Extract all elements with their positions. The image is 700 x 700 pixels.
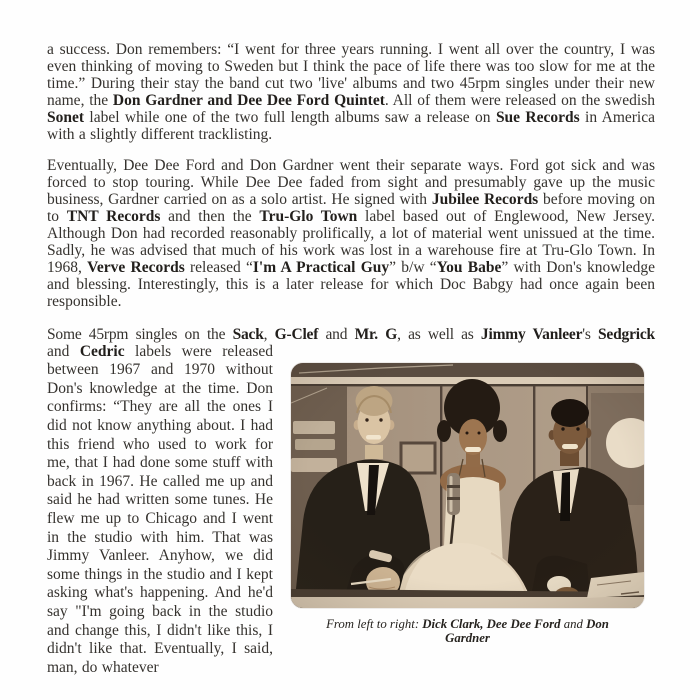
photo-caption: From left to right: Dick Clark, Dee Dee Ford and Don Gardner bbox=[326, 616, 609, 646]
text-content bbox=[47, 42, 655, 677]
paragraph-3-wrap-row bbox=[47, 343, 655, 678]
photo-figure bbox=[291, 363, 644, 646]
studio-photo bbox=[291, 363, 644, 608]
vignette-overlay bbox=[291, 363, 644, 608]
paragraph-2: Eventually, Dee Dee Ford and Don Gardner went their separate ways. Ford got sick and was forced to stop touring. While Dee Dee faded from sight and presumably gave up the music business, Gardner carried on as a solo artist. He signed with Jubilee Records before moving on to TNT Records and then the Tru-Glo Town label based out of Englewood, New Jersey. Although Don had recorded reasonably prolifically, a lot of material went unissued at the time. Sadly, he was advised that much of his work was lost in a warehouse fire at Tru-Glo Town. In 1968, Verve Records released “I'm A Practical Guy” b/w “You Babe” with Don's knowledge and blessing. Interestingly, this is a later release for which Doc Babgy had once again been responsible. bbox=[47, 157, 656, 310]
text-column: and Cedric labels were released between 1967 and 1970 without Don's knowledge at the time. Don confirms: “They are all the ones I did not know anything about. I had this friend who used to work for me, that I had done some stuff with back in 1967. He called me up and said he had written some tunes. He flew me up to Chicago and I went in the studio with him. That was Jimmy Vanleer. Anyhow, we did some things in the studio and I kept asking what's happening. And he'd say "I'm going back in the studio and change this, I didn't like this, I didn't like that. Eventually, I said, man, do whatever bbox=[47, 342, 273, 676]
paragraph-3-first-line: Some 45rpm singles on the Sack, G-Clef and Mr. G, as well as Jimmy Vanleer's Sedgrick bbox=[47, 325, 655, 343]
studio-photo-illustration bbox=[291, 363, 644, 608]
paragraph-3 bbox=[47, 326, 655, 678]
paragraph-1: a success. Don remembers: “I went for three years running. I went all over the country, I was even thinking of moving to Sweden but I think the pace of life there was too slow for me at the time.” During their stay the band cut two 'live' albums and two 45rpm singles under their new name, the Don Gardner and Dee Dee Ford Quintet. All of them were released on the swedish Sonet label while one of the two full length albums saw a release on Sue Records in America with a slightly different tracklisting. bbox=[47, 41, 655, 143]
